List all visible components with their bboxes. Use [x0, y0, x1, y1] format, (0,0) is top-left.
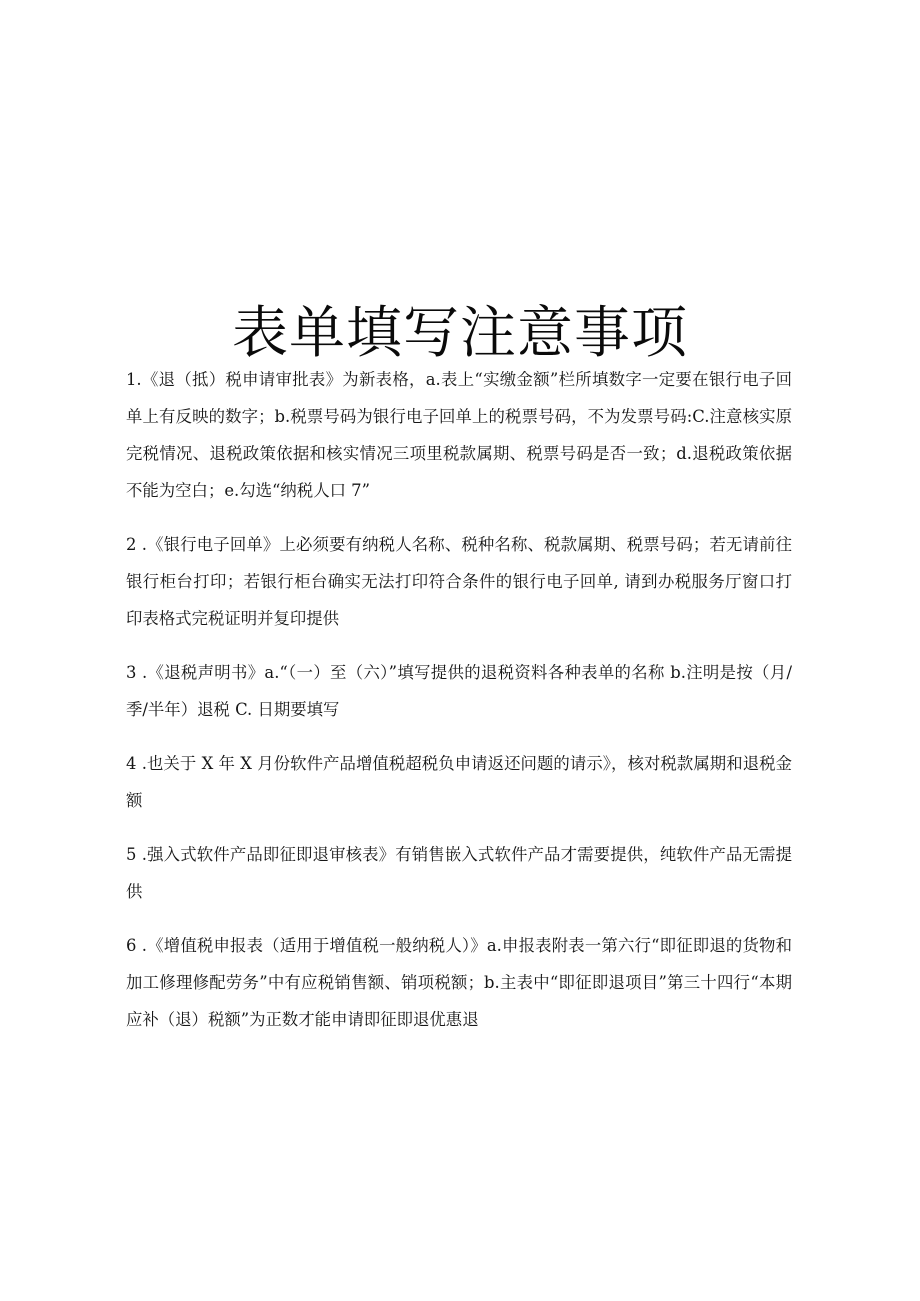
- note-item-6: 6 .《增值税申报表（适用于增值税一般纳税人）》a.申报表附表一第六行“即征即退的货物和加工修理修配劳务”中有应税销售额、销项税额；b.主表中“即征即退项目”第三十四行“本期应补（退）税额”为正数才能申请即征即退优惠退: [126, 936, 792, 1029]
- note-item-5: 5 .强入式软件产品即征即退审核表》有销售嵌入式软件产品才需要提供，纯软件产品无需提供: [126, 845, 792, 901]
- note-item-2: 2 .《银行电子回单》上必须要有纳税人名称、税种名称、税款属期、税票号码；若无请前往银行柜台打印；若银行柜台确实无法打印符合条件的银行电子回单, 请到办税服务厅窗口打印表格式完税证明并复印提供: [126, 535, 792, 628]
- notes-list: [126, 361, 792, 1038]
- note-item-1: 1.《退（抵）税申请审批表》为新表格，a.表上“实缴金额”栏所填数字一定要在银行电子回单上有反映的数字；b.税票号码为银行电子回单上的税票号码，不为发票号码:C.注意核实原完税情况、退税政策依据和核实情况三项里税款属期、税票号码是否一致；d.退税政策依据不能为空白；e.勾选“纳税人口 7”: [126, 370, 792, 500]
- note-item-3: 3 .《退税声明书》a.“（一）至（六）”填写提供的退税资料各种表单的名称 b.注明是按（月/季/半年）退税 C. 日期要填写: [126, 663, 792, 719]
- page-title: 表单填写注意事项: [232, 300, 688, 366]
- note-item-4: 4 .也关于 X 年 X 月份软件产品增值税超税负申请返还问题的请示》，核对税款属期和退税金额: [126, 754, 792, 810]
